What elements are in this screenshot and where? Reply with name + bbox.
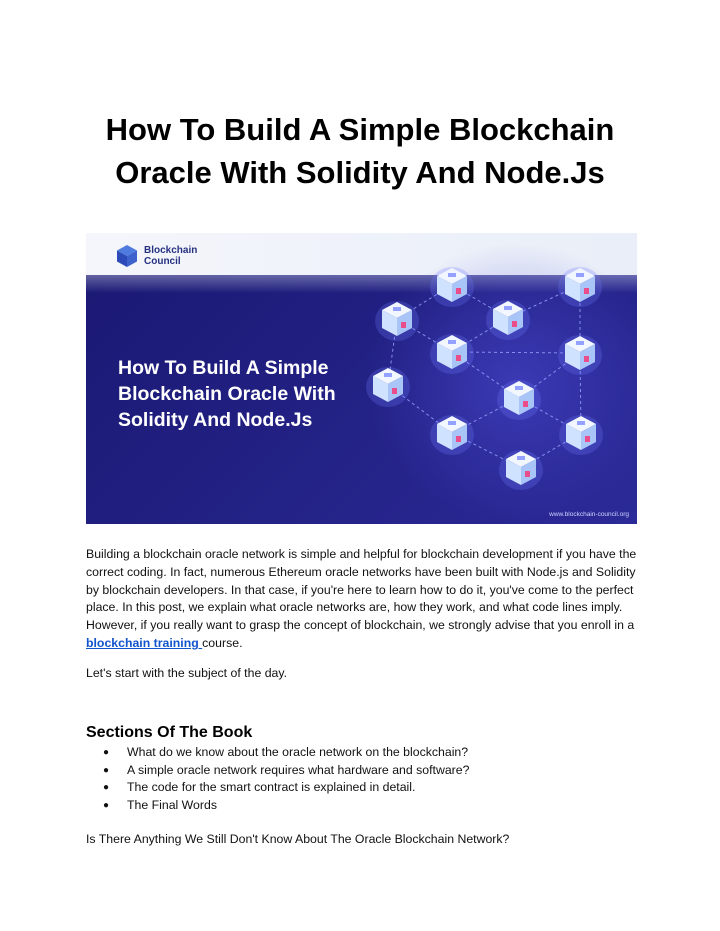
blockchain-cube-icon [430, 415, 474, 455]
sections-heading: Sections Of The Book [86, 724, 253, 741]
banner-heading-line-3: Solidity And Node.Js [118, 409, 313, 431]
bullet-icon: ● [103, 799, 110, 811]
intro-text: Building a blockchain oracle network is simple and helpful for blockchain development if you have the correct coding. In fact, numerous Ethereum oracle networks have been built with Node.js and Solidity by blockchain developers. In that case, if you're here to learn how to do it, you've come to the perfect place. In this post, we explain what oracle networks are, how they work, and what code lines imply. However, if you really want to grasp the concept of blockchain, we strongly advise that you enroll in a [86, 547, 637, 633]
blockchain-cube-icon [497, 380, 541, 420]
intro-paragraph [86, 546, 646, 653]
blockchain-cube-icon [558, 267, 602, 307]
logo-text-line-2: Council [144, 256, 181, 267]
list-item [103, 797, 469, 815]
blockchain-cube-icon [430, 334, 474, 374]
sections-list [103, 744, 469, 814]
list-item [103, 779, 469, 797]
blockchain-cube-icon [559, 415, 603, 455]
list-item [103, 744, 469, 762]
document-title [60, 108, 660, 194]
blockchain-cube-icon [375, 301, 419, 341]
bullet-icon: ● [103, 782, 110, 794]
banner-heading-line-1: How To Build A Simple [118, 357, 329, 379]
blockchain-training-link[interactable]: blockchain training [86, 635, 203, 650]
list-item [103, 762, 469, 780]
title-line-2: Oracle With Solidity And Node.Js [115, 155, 605, 190]
banner-url: www.blockchain-council.org [549, 511, 629, 518]
bullet-icon: ● [103, 764, 110, 776]
hero-banner-image [86, 233, 637, 524]
blockchain-cube-icon [486, 300, 530, 340]
blockchain-cube-icon [499, 450, 543, 490]
banner-heading-line-2: Blockchain Oracle With [118, 383, 336, 405]
title-line-1: How To Build A Simple Blockchain [105, 112, 615, 147]
question-line: Is There Anything We Still Don't Know About The Oracle Blockchain Network? [86, 832, 510, 846]
list-item-text: What do we know about the oracle network on the blockchain? [127, 745, 469, 759]
list-item-text: The code for the smart contract is explained in detail. [127, 780, 416, 795]
intro-text-end: course. [202, 635, 243, 650]
start-line: Let's start with the subject of the day. [86, 666, 288, 680]
banner-heading [118, 355, 388, 433]
blockchain-cube-icon [430, 267, 474, 307]
list-item-text: A simple oracle network requires what hardware and software? [127, 762, 470, 777]
logo-text-line-1: Blockchain [144, 245, 198, 256]
blockchain-cube-icon [558, 335, 602, 375]
bullet-icon: ● [103, 747, 110, 758]
list-item-text: The Final Words [127, 797, 217, 812]
